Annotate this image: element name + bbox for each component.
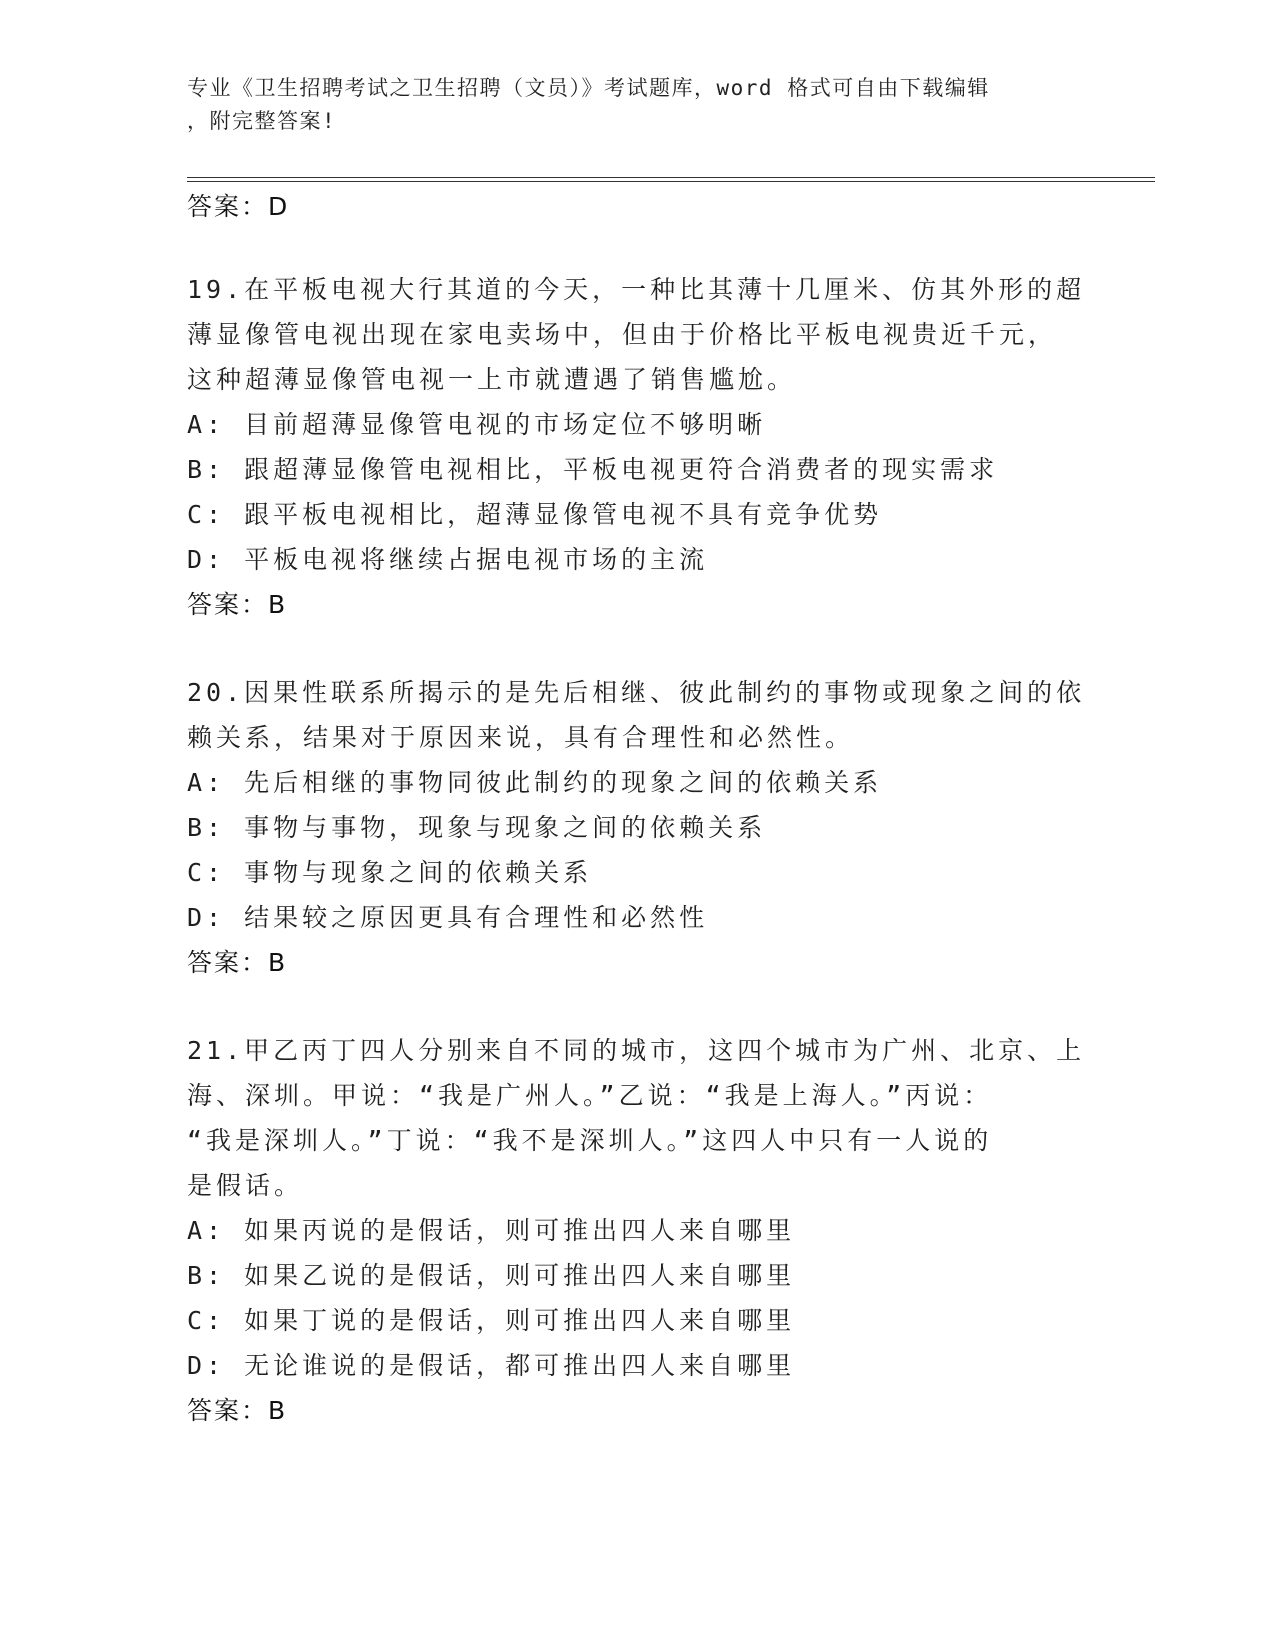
previous-answer: 答案：D xyxy=(187,192,290,221)
option-d: D: 平板电视将继续占据电视市场的主流 xyxy=(187,545,709,574)
option-d: D: 结果较之原因更具有合理性和必然性 xyxy=(187,903,709,932)
page-header xyxy=(187,72,1087,138)
question-stem-line: 20.因果性联系所揭示的是先后相继、彼此制约的事物或现象之间的依 xyxy=(187,678,1086,707)
question-stem-line: 19.在平板电视大行其道的今天，一种比其薄十几厘米、仿其外形的超 xyxy=(187,275,1086,304)
option-a: A: 目前超薄显像管电视的市场定位不够明晰 xyxy=(187,410,767,439)
option-c: C: 如果丁说的是假话，则可推出四人来自哪里 xyxy=(187,1306,796,1335)
option-b: B: 事物与事物，现象与现象之间的依赖关系 xyxy=(187,813,767,842)
option-b: B: 跟超薄显像管电视相比，平板电视更符合消费者的现实需求 xyxy=(187,455,999,484)
header-rule-bottom xyxy=(187,181,1155,182)
option-b: B: 如果乙说的是假话，则可推出四人来自哪里 xyxy=(187,1261,796,1290)
question-stem-line: 海、深圳。甲说：“我是广州人。”乙说：“我是上海人。”丙说： xyxy=(187,1081,993,1110)
header-line-2: ，附完整答案! xyxy=(187,109,337,133)
question-stem-line: 是假话。 xyxy=(187,1171,304,1200)
answer: 答案：B xyxy=(187,1396,288,1425)
option-c: C: 事物与现象之间的依赖关系 xyxy=(187,858,593,887)
option-d: D: 无论谁说的是假话，都可推出四人来自哪里 xyxy=(187,1351,796,1380)
answer: 答案：B xyxy=(187,948,288,977)
header-line-1: 专业《卫生招聘考试之卫生招聘（文员）》考试题库，word 格式可自由下载编辑 xyxy=(187,76,990,100)
question-stem-line: 赖关系，结果对于原因来说，具有合理性和必然性。 xyxy=(187,723,855,752)
question-stem-line: 21.甲乙丙丁四人分别来自不同的城市，这四个城市为广州、北京、上 xyxy=(187,1036,1086,1065)
option-c: C: 跟平板电视相比，超薄显像管电视不具有竞争优势 xyxy=(187,500,883,529)
option-a: A: 先后相继的事物同彼此制约的现象之间的依赖关系 xyxy=(187,768,883,797)
header-rule-top xyxy=(187,177,1155,178)
answer: 答案：B xyxy=(187,590,288,619)
question-stem-line: 薄显像管电视出现在家电卖场中，但由于价格比平板电视贵近千元， xyxy=(187,320,1058,349)
question-stem-line: “我是深圳人。”丁说：“我不是深圳人。”这四人中只有一人说的 xyxy=(187,1126,993,1155)
question-stem-line: 这种超薄显像管电视一上市就遭遇了销售尴尬。 xyxy=(187,365,797,394)
option-a: A: 如果丙说的是假话，则可推出四人来自哪里 xyxy=(187,1216,796,1245)
